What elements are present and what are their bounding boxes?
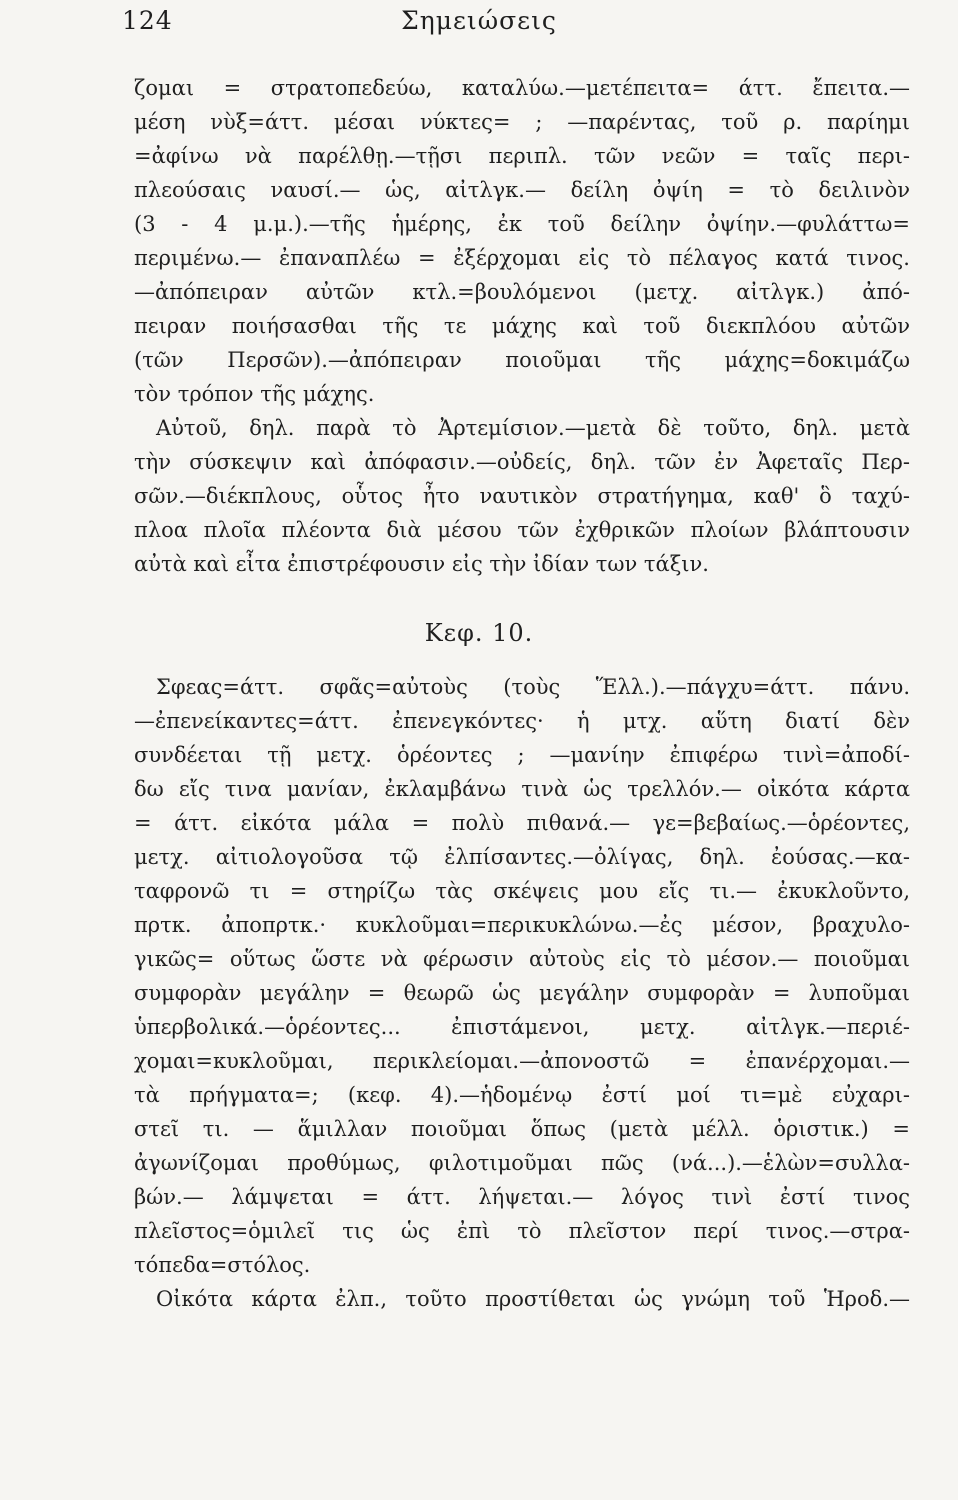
text-line: τὴν σύσκεψιν καὶ ἀπόφασιν.—οὐδείς, δηλ. τῶν ἐν Ἀφεταῖς Περ- <box>134 450 910 474</box>
text-line: συμφορὰν μεγάλην = θεωρῶ ὡς μεγάλην συμφορὰν = λυποῦμαι <box>134 981 910 1005</box>
text-line: (3 - 4 μ.μ.).—τῆς ἡμέρης, ἐκ τοῦ δείλην ὀψίην.—φυλάττω= <box>134 212 910 236</box>
notes-section-1 <box>134 71 910 581</box>
text-line: δω εἴς τινα μανίαν, ἐκλαμβάνω τινὰ ὡς τρελλόν.— οἰκότα κάρτα <box>134 777 910 801</box>
text-line: (τῶν Περσῶν).—ἀπόπειραν ποιοῦμαι τῆς μάχης=δοκιμάζω <box>134 348 910 372</box>
text-line: ταφρονῶ τι = στηρίζω τὰς σκέψεις μου εἴς τι.— ἐκυκλοῦντο, <box>134 879 910 903</box>
text-line: τὸν τρόπον τῆς μάχης. <box>134 382 375 406</box>
text-line: ὑπερβολικά.—ὁρέοντες... ἐπιστάμενοι, μετχ. αἰτλγκ.—περιέ- <box>134 1015 910 1039</box>
text-line: συνδέεται τῇ μετχ. ὁρέοντες ; —μανίην ἐπιφέρω τινὶ=ἀποδί- <box>134 743 910 767</box>
chapter-heading: Κεφ. 10. <box>424 619 534 647</box>
text-line: περιμένω.— ἐπαναπλέω = ἐξέρχομαι εἰς τὸ πέλαγος κατά τινος. <box>134 246 910 270</box>
text-line: —ἀπόπειραν αὐτῶν κτλ.=βουλόμενοι (μετχ. αἰτλγκ.) ἀπό- <box>134 280 910 304</box>
text-line: Οἰκότα κάρτα ἐλπ., τοῦτο προστίθεται ὡς γνώμη τοῦ Ἡροδ.— <box>156 1287 910 1311</box>
text-line: στεῖ τι. — ἅμιλλαν ποιοῦμαι ὅπως (μετὰ μέλλ. ὁριστικ.) = <box>134 1117 910 1141</box>
text-line: γικῶς= οὕτως ὥστε νὰ φέρωσιν αὐτοὺς εἰς τὸ μέσον.— ποιοῦμαι <box>134 947 910 971</box>
text-line: πειραν ποιήσασθαι τῆς τε μάχης καὶ τοῦ διεκπλόου αὐτῶν <box>134 314 910 338</box>
text-line: μέση νὺξ=άττ. μέσαι νύκτες= ; —παρέντας, τοῦ ρ. παρίημι <box>134 110 910 134</box>
text-line: = άττ. εἰκότα μάλα = πολὺ πιθανά.— γε=βεβαίως.—ὁρέοντες, <box>134 811 910 835</box>
text-line: —ἐπενείκαντες=άττ. ἐπενεγκόντες· ἡ μτχ. αὕτη διατί δὲν <box>134 709 910 733</box>
text-line: Σφεας=άττ. σφᾶς=αὐτοὺς (τοὺς Ἕλλ.).—πάγχυ=άττ. πάνυ. <box>156 675 910 699</box>
text-line: μετχ. αἰτιολογοῦσα τῷ ἐλπίσαντες.—ὀλίγας, δηλ. ἐούσας.—κα- <box>134 845 910 869</box>
text-line: =ἀφίνω νὰ παρέλθῃ.—τῇσι περιπλ. τῶν νεῶν = ταῖς περι- <box>134 144 910 168</box>
running-title: Σημειώσεις <box>401 6 557 35</box>
text-line: τὰ πρήγματα=; (κεφ. 4).—ἡδομένῳ ἐστί μοί τι=μὲ εὐχαρι- <box>134 1083 910 1107</box>
text-line: ζομαι = στρατοπεδεύω, καταλύω.—μετέπειτα= άττ. ἔπειτα.— <box>134 76 910 100</box>
text-line: αὐτὰ καὶ εἶτα ἐπιστρέφουσιν εἰς τὴν ἰδίαν των τάξιν. <box>134 552 709 576</box>
text-line: πλοα πλοῖα πλέοντα διὰ μέσου τῶν ἐχθρικῶν πλοίων βλάπτουσιν <box>134 518 910 542</box>
text-line: πλεῖστος=ὁμιλεῖ τις ὡς ἐπὶ τὸ πλεῖστον περί τινος.—στρα- <box>134 1219 910 1243</box>
text-line: πλεούσαις ναυσί.— ὡς, αἰτλγκ.— δείλη ὀψίη = τὸ δειλινὸν <box>134 178 910 202</box>
text-line: τόπεδα=στόλος. <box>134 1253 311 1277</box>
page-number: 124 <box>122 6 173 35</box>
text-line: βών.— λάμψεται = άττ. λήψεται.— λόγος τινὶ ἐστί τινος <box>134 1185 910 1209</box>
text-line: ἀγωνίζομαι προθύμως, φιλοτιμοῦμαι πῶς (νά...).—ἑλὼν=συλλα- <box>134 1151 910 1175</box>
text-line: σῶν.—διέκπλους, οὗτος ἦτο ναυτικὸν στρατήγημα, καθ' ὃ ταχύ- <box>134 484 910 508</box>
notes-section-2 <box>134 670 910 1316</box>
text-line: Αὐτοῦ, δηλ. παρὰ τὸ Ἀρτεμίσιον.—μετὰ δὲ τοῦτο, δηλ. μετὰ <box>156 416 910 440</box>
text-line: πρτκ. ἀποπρτκ.· κυκλοῦμαι=περικυκλώνω.—ἐς μέσον, βραχυλο- <box>134 913 910 937</box>
text-line: χομαι=κυκλοῦμαι, περικλείομαι.—ἀπονοστῶ = ἐπανέρχομαι.— <box>134 1049 910 1073</box>
